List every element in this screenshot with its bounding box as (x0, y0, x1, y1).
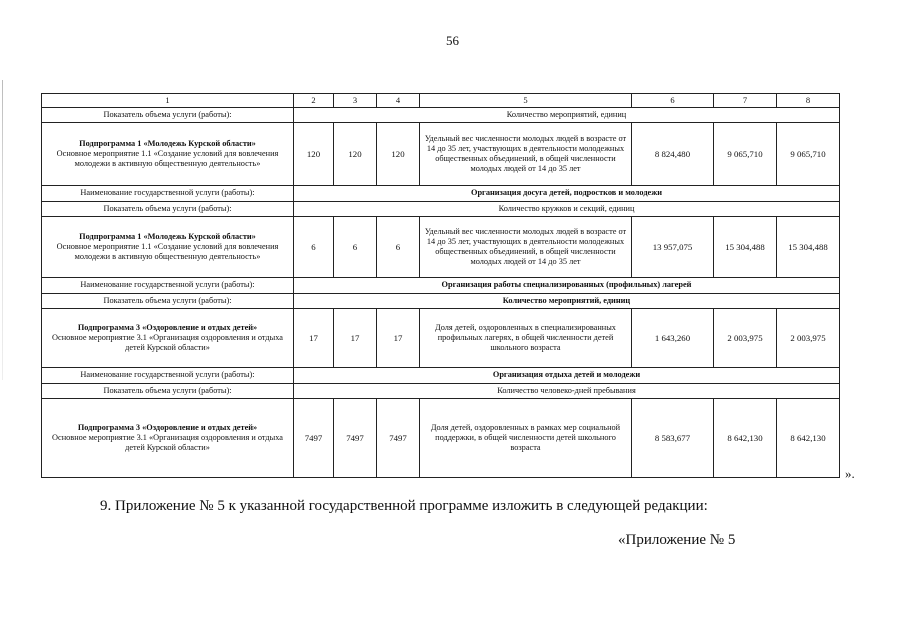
indicator-label: Показатель объема услуги (работы): (42, 108, 294, 123)
page-number: 56 (446, 33, 459, 48)
program-text: Основное мероприятие 1.1 «Создание условий для вовлечения молодежи в активную общественную деятельность» (56, 241, 279, 262)
column-number: 5 (420, 94, 632, 108)
indicator-value: Количество мероприятий, единиц (294, 294, 840, 309)
program-cell (42, 217, 294, 278)
value-col6: 1 643,260 (632, 309, 714, 368)
indicator-value: Количество человеко-дней пребывания (294, 384, 840, 399)
data-row (42, 309, 840, 368)
value-col4: 7497 (377, 399, 420, 478)
indicator-label: Показатель объема услуги (работы): (42, 384, 294, 399)
program-title: Подпрограмма 3 «Оздоровление и отдых детей» (77, 322, 258, 332)
value-col4: 6 (377, 217, 420, 278)
service-value: Организация работы специализированных (профильных) лагерей (294, 278, 840, 294)
closing-quote: ». (845, 466, 855, 481)
value-col3: 7497 (334, 399, 377, 478)
service-label: Наименование государственной услуги (работы): (42, 278, 294, 294)
appendix-heading: «Приложение № 5 (618, 532, 736, 548)
service-row (42, 186, 840, 202)
service-value: Организация отдыха детей и молодежи (294, 368, 840, 384)
value-col7: 2 003,975 (714, 309, 777, 368)
indicator-label: Показатель объема услуги (работы): (42, 294, 294, 309)
service-value: Организация досуга детей, подростков и молодежи (294, 186, 840, 202)
value-col4: 120 (377, 123, 420, 186)
value-col3: 17 (334, 309, 377, 368)
data-row (42, 399, 840, 478)
value-col8: 2 003,975 (777, 309, 840, 368)
column-number: 2 (294, 94, 334, 108)
column-number: 1 (42, 94, 294, 108)
value-col7: 8 642,130 (714, 399, 777, 478)
value-col7: 9 065,710 (714, 123, 777, 186)
program-cell (42, 123, 294, 186)
column-number: 4 (377, 94, 420, 108)
value-col7: 15 304,488 (714, 217, 777, 278)
value-col8: 9 065,710 (777, 123, 840, 186)
indicator-row (42, 108, 840, 123)
value-col3: 6 (334, 217, 377, 278)
service-label: Наименование государственной услуги (работы): (42, 368, 294, 384)
indicator-value: Количество кружков и секций, единиц (294, 202, 840, 217)
program-text: Основное мероприятие 3.1 «Организация оздоровления и отдыха детей Курской области» (52, 332, 283, 353)
program-title: Подпрограмма 1 «Молодежь Курской области» (79, 138, 256, 148)
data-row (42, 123, 840, 186)
value-col8: 15 304,488 (777, 217, 840, 278)
value-col2: 7497 (294, 399, 334, 478)
column-number: 8 (777, 94, 840, 108)
indicator-description: Доля детей, оздоровленных в рамках мер социальной поддержки, в общей численности детей школьного возраста (420, 399, 632, 478)
column-number: 3 (334, 94, 377, 108)
indicator-value: Количество мероприятий, единиц (294, 108, 840, 123)
service-label: Наименование государственной услуги (работы): (42, 186, 294, 202)
value-col6: 13 957,075 (632, 217, 714, 278)
indicator-description: Доля детей, оздоровленных в специализированных профильных лагерях, в общей численности детей школьного возраста (420, 309, 632, 368)
service-row (42, 368, 840, 384)
column-number: 7 (714, 94, 777, 108)
program-cell (42, 309, 294, 368)
value-col6: 8 583,677 (632, 399, 714, 478)
indicator-description: Удельный вес численности молодых людей в возрасте от 14 до 35 лет, участвующих в деятельности молодежных общественных объединений, в общей численности молодых людей от 14 до 35 лет (420, 123, 632, 186)
value-col2: 17 (294, 309, 334, 368)
indicator-description: Удельный вес численности молодых людей в возрасте от 14 до 35 лет, участвующих в деятельности молодежных общественных объединений, в общей численности молодых людей от 14 до 35 лет (420, 217, 632, 278)
column-number-row (42, 94, 840, 108)
budget-table (41, 93, 840, 478)
program-cell (42, 399, 294, 478)
indicator-row (42, 384, 840, 399)
scan-edge-line (2, 80, 3, 380)
indicator-row (42, 294, 840, 309)
value-col2: 120 (294, 123, 334, 186)
amendment-paragraph: 9. Приложение № 5 к указанной государственной программе изложить в следующей редакции: (100, 498, 708, 514)
value-col6: 8 824,480 (632, 123, 714, 186)
indicator-row (42, 202, 840, 217)
data-row (42, 217, 840, 278)
value-col8: 8 642,130 (777, 399, 840, 478)
value-col3: 120 (334, 123, 377, 186)
value-col4: 17 (377, 309, 420, 368)
program-text: Основное мероприятие 1.1 «Создание условий для вовлечения молодежи в активную общественную деятельность» (56, 148, 279, 169)
service-row (42, 278, 840, 294)
indicator-label: Показатель объема услуги (работы): (42, 202, 294, 217)
column-number: 6 (632, 94, 714, 108)
program-title: Подпрограмма 3 «Оздоровление и отдых детей» (77, 422, 258, 432)
program-text: Основное мероприятие 3.1 «Организация оздоровления и отдыха детей Курской области» (52, 432, 283, 453)
program-title: Подпрограмма 1 «Молодежь Курской области» (79, 231, 256, 241)
value-col2: 6 (294, 217, 334, 278)
